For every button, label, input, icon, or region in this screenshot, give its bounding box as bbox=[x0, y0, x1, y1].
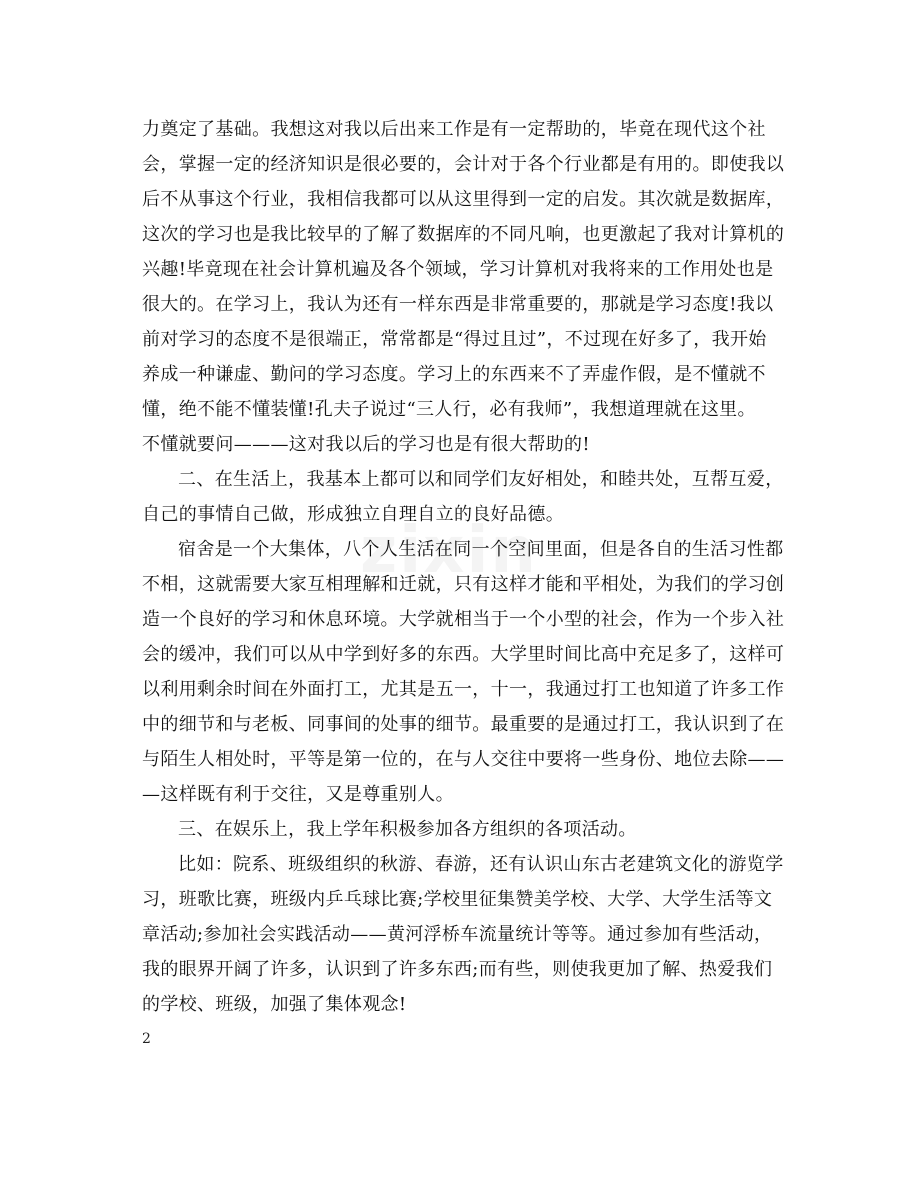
text-line: 这次的学习也是我比较早的了解了数据库的不同凡响，也更激起了我对计算机的 bbox=[142, 224, 785, 245]
text-line: 很大的。在学习上，我认为还有一样东西是非常重要的，那就是学习态度!我以 bbox=[142, 294, 774, 315]
text-line: 懂，绝不能不懂装懂!孔夫子说过“三人行，必有我师”，我想道理就在这里。 bbox=[142, 399, 756, 420]
paragraph-start-line: 比如：院系、班级组织的秋游、春游，还有认识山东古老建筑文化的游览学 bbox=[178, 854, 784, 875]
text-line: 养成一种谦虚、勤问的学习态度。学习上的东西来不了弄虚作假，是不懂就不 bbox=[142, 364, 766, 385]
text-line: 不懂就要问———这对我以后的学习也是有很大帮助的! bbox=[142, 434, 590, 455]
text-line: 自己的事情自己做，形成独立自理自立的良好品德。 bbox=[142, 504, 565, 525]
text-line: 力奠定了基础。我想这对我以后出来工作是有一定帮助的，毕竟在现代这个社 bbox=[142, 119, 766, 140]
text-line: 兴趣!毕竟现在社会计算机遍及各个领域，学习计算机对我将来的工作用处也是 bbox=[142, 259, 774, 280]
text-line: 会的缓冲，我们可以从中学到好多的东西。大学里时间比高中充足多了，这样可 bbox=[142, 644, 785, 665]
watermark: zixin bbox=[360, 514, 538, 588]
text-line: 造一个良好的学习和休息环境。大学就相当于一个小型的社会，作为一个步入社 bbox=[142, 609, 785, 630]
paragraph-start-line: 三、在娱乐上，我上学年积极参加各方组织的各项活动。 bbox=[178, 819, 637, 840]
document-body bbox=[142, 112, 785, 1022]
text-line: 我的眼界开阔了许多，认识到了许多东西;而有些，则使我更加了解、热爱我们 bbox=[142, 959, 773, 980]
page-number: 2 bbox=[142, 1031, 151, 1047]
paragraph-start-line: 二、在生活上，我基本上都可以和同学们友好相处，和睦共处，互帮互爱， bbox=[178, 469, 784, 490]
text-line: 会，掌握一定的经济知识是很必要的，会计对于各个行业都是有用的。即使我以 bbox=[142, 154, 785, 175]
text-line: 中的细节和与老板、同事间的处事的细节。最重要的是通过打工，我认识到了在 bbox=[142, 714, 785, 735]
text-line: 章活动;参加社会实践活动——黄河浮桥车流量统计等等。通过参加有些活动， bbox=[142, 924, 773, 945]
text-line: 前对学习的态度不是很端正，常常都是“得过且过”，不过现在好多了，我开始 bbox=[142, 329, 767, 350]
text-line: —这样既有利于交往，又是尊重别人。 bbox=[142, 784, 454, 805]
text-line: 以利用剩余时间在外面打工，尤其是五一，十一，我通过打工也知道了许多工作 bbox=[142, 679, 785, 700]
text-line: 的学校、班级，加强了集体观念! bbox=[142, 994, 407, 1015]
text-line: 不相，这就需要大家互相理解和迁就，只有这样才能和平相处，为我们的学习创 bbox=[142, 574, 785, 595]
text-line: 习，班歌比赛，班级内乒乓球比赛;学校里征集赞美学校、大学、大学生活等文 bbox=[142, 889, 773, 910]
text-line: 后不从事这个行业，我相信我都可以从这里得到一定的启发。其次就是数据库， bbox=[142, 189, 785, 210]
text-line: 与陌生人相处时，平等是第一位的，在与人交往中要将一些身份、地位去除—— bbox=[142, 749, 785, 770]
paragraph-start-line: 宿舍是一个大集体，八个人生活在同一个空间里面，但是各自的生活习性都 bbox=[178, 539, 784, 560]
